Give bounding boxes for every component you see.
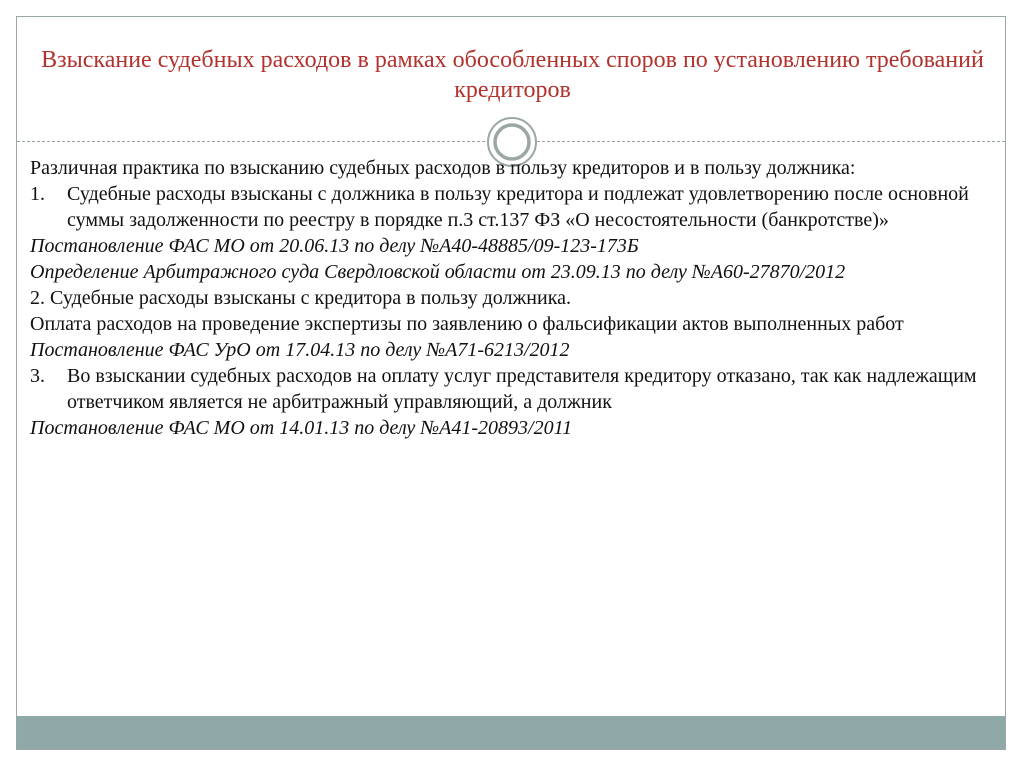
list-number-3: 3. xyxy=(30,365,45,387)
list-number-1: 1. xyxy=(30,183,45,205)
list-item-3-text: Во взыскании судебных расходов на оплату услуг представителя кредитору отказано, так как надлежащим ответчиком является не арбитражный управляющий, а должник xyxy=(67,365,977,413)
citation-3: Постановление ФАС УрО от 17.04.13 по делу №А71-6213/2012 xyxy=(30,339,570,361)
citation-1: Постановление ФАС МО от 20.06.13 по делу №А40-48885/09-123-173Б xyxy=(30,235,639,257)
citation-4: Постановление ФАС МО от 14.01.13 по делу №А41-20893/2011 xyxy=(30,417,573,439)
list-item-1-text: Судебные расходы взысканы с должника в пользу кредитора и подлежат удовлетворению после основной суммы задолженности по реестру в порядке п.3 ст.137 ФЗ «О несостоятельности (банкротстве)» xyxy=(67,183,969,231)
intro-paragraph: Различная практика по взысканию судебных расходов в пользу кредиторов и в пользу должника: xyxy=(30,157,856,179)
footer-bar xyxy=(17,716,1005,749)
slide-title: Взыскание судебных расходов в рамках обособленных споров по установлению требований кредиторов xyxy=(41,47,984,103)
citation-2: Определение Арбитражного суда Свердловской области от 23.09.13 по делу №А60-27870/2012 xyxy=(30,261,846,283)
list-item-2: 2. Судебные расходы взысканы с кредитора в пользу должника. xyxy=(30,287,571,309)
list-item-1 xyxy=(30,181,1005,233)
slide-body xyxy=(30,155,1005,441)
list-item-3 xyxy=(30,363,1005,415)
note-paragraph: Оплата расходов на проведение экспертизы по заявлению о фальсификации актов выполненных работ xyxy=(30,313,904,335)
